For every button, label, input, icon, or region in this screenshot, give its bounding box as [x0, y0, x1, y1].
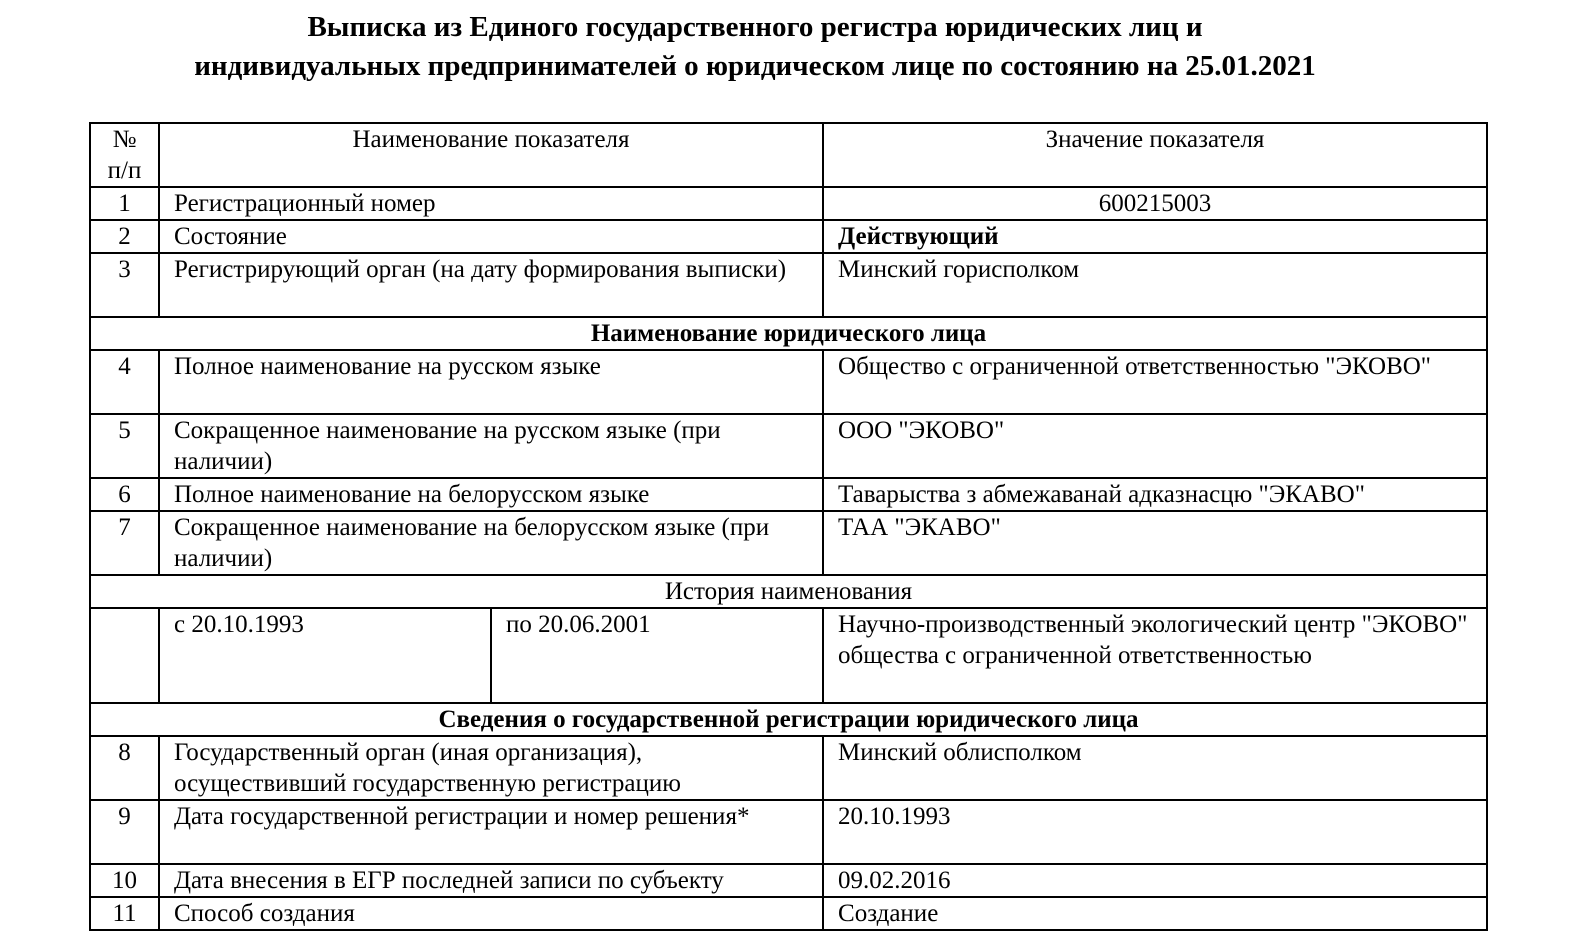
row-value: 09.02.2016	[823, 864, 1487, 897]
document-title	[0, 8, 1510, 86]
row-value: Действующий	[823, 220, 1487, 253]
register-extract-table	[89, 122, 1488, 931]
table-header-row	[90, 123, 1487, 187]
row-value: Минский облисполком	[823, 736, 1487, 800]
row-label: Полное наименование на русском языке	[159, 350, 823, 414]
row-value: ООО "ЭКОВО"	[823, 414, 1487, 478]
row-value: 20.10.1993	[823, 800, 1487, 864]
header-number: № п/п	[90, 123, 159, 187]
row-value: Минский горисполком	[823, 253, 1487, 317]
section-row	[90, 575, 1487, 608]
row-number: 10	[90, 864, 159, 897]
history-number	[90, 608, 159, 703]
section-row	[90, 317, 1487, 350]
row-label: Полное наименование на белорусском языке	[159, 478, 823, 511]
header-value: Значение показателя	[823, 123, 1487, 187]
title-line-2: индивидуальных предпринимателей о юридическом лице по состоянию на 25.01.2021	[194, 50, 1316, 82]
row-number: 1	[90, 187, 159, 220]
row-number: 7	[90, 511, 159, 575]
row-number: 5	[90, 414, 159, 478]
row-label: Дата государственной регистрации и номер решения*	[159, 800, 823, 864]
section-legal-name: Наименование юридического лица	[90, 317, 1487, 350]
row-number: 4	[90, 350, 159, 414]
row-label: Состояние	[159, 220, 823, 253]
table-row	[90, 187, 1487, 220]
table-row	[90, 864, 1487, 897]
table-row	[90, 350, 1487, 414]
history-from: с 20.10.1993	[159, 608, 491, 703]
history-to: по 20.06.2001	[491, 608, 823, 703]
row-label: Регистрационный номер	[159, 187, 823, 220]
row-label: Сокращенное наименование на белорусском языке (при наличии)	[159, 511, 823, 575]
table-row	[90, 478, 1487, 511]
table-row	[90, 253, 1487, 317]
row-label: Сокращенное наименование на русском языке (при наличии)	[159, 414, 823, 478]
row-value: Общество с ограниченной ответственностью "ЭКОВО"	[823, 350, 1487, 414]
row-label: Дата внесения в ЕГР последней записи по субъекту	[159, 864, 823, 897]
section-name-history: История наименования	[90, 575, 1487, 608]
table-row	[90, 220, 1487, 253]
row-value: 600215003	[823, 187, 1487, 220]
row-label: Способ создания	[159, 897, 823, 930]
table-row	[90, 800, 1487, 864]
row-number: 9	[90, 800, 159, 864]
row-number: 6	[90, 478, 159, 511]
row-number: 2	[90, 220, 159, 253]
table-row	[90, 736, 1487, 800]
row-number: 11	[90, 897, 159, 930]
section-registration: Сведения о государственной регистрации юридического лица	[90, 703, 1487, 736]
row-value: Таварыства з абмежаванай адказнасцю "ЭКАВО"	[823, 478, 1487, 511]
history-row	[90, 608, 1487, 703]
row-value: ТАА "ЭКАВО"	[823, 511, 1487, 575]
header-indicator: Наименование показателя	[159, 123, 823, 187]
table-row	[90, 511, 1487, 575]
row-number: 3	[90, 253, 159, 317]
row-label: Регистрирующий орган (на дату формирования выписки)	[159, 253, 823, 317]
row-value: Создание	[823, 897, 1487, 930]
history-name: Научно-производственный экологический центр "ЭКОВО" общества с ограниченной ответственностью	[823, 608, 1487, 703]
section-row	[90, 703, 1487, 736]
row-label: Государственный орган (иная организация), осуществивший государственную регистрацию	[159, 736, 823, 800]
title-line-1: Выписка из Единого государственного регистра юридических лиц и	[307, 11, 1203, 43]
row-number: 8	[90, 736, 159, 800]
table-row	[90, 897, 1487, 930]
table-row	[90, 414, 1487, 478]
